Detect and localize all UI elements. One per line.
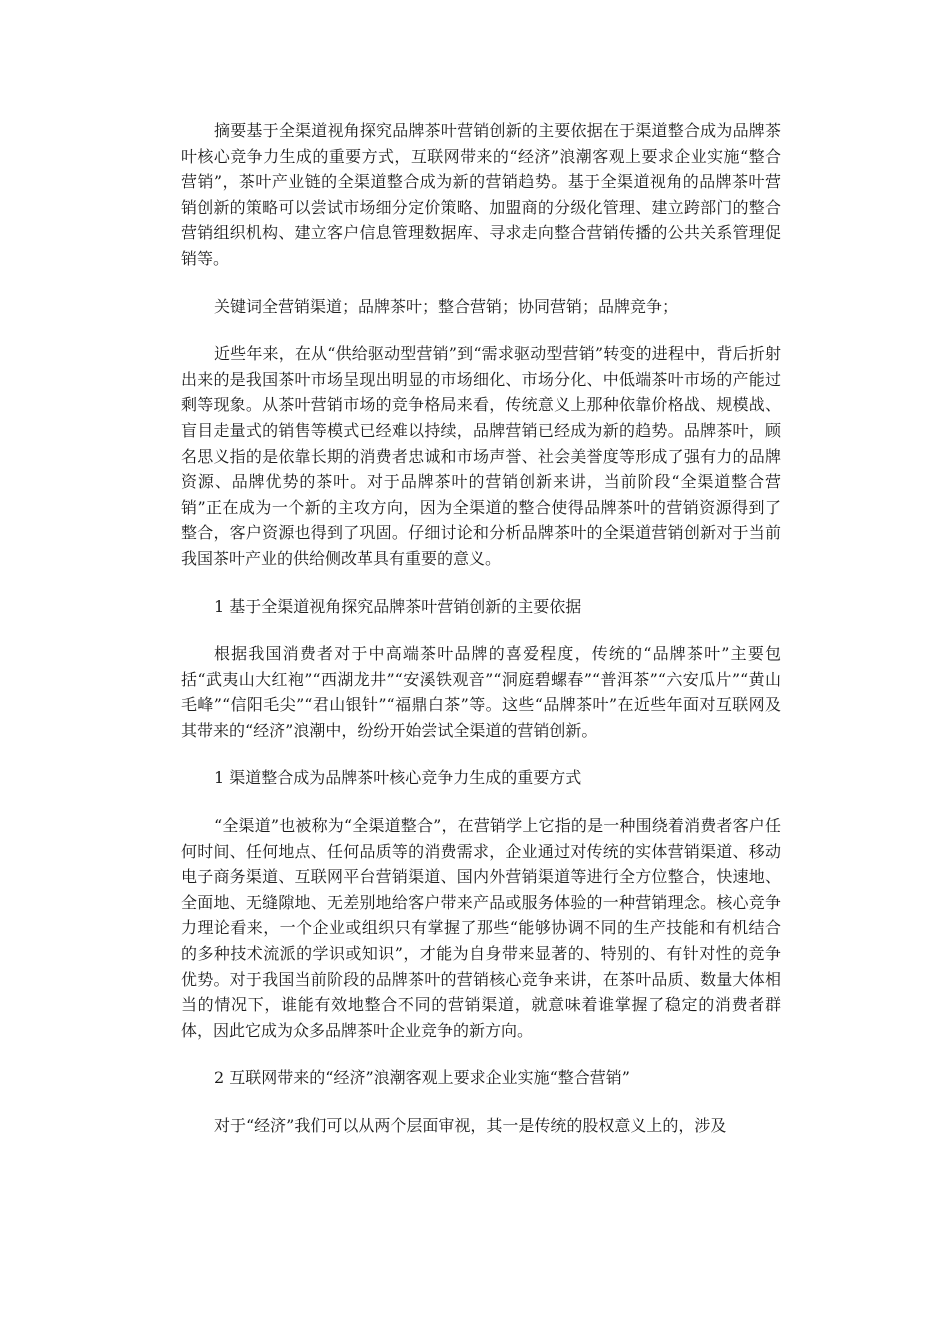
- section-2-paragraph: “全渠道”也被称为“全渠道整合”，在营销学上它指的是一种围绕着消费者客户任何时间、任何地点、任何品质等的消费需求，企业通过对传统的实体营销渠道、移动电子商务渠道、互联网平台营销渠道、国内外营销渠道等进行全方位整合，快速地、全面地、无缝隙地、无差别地给客户带来产品或服务体验的一种营销理念。核心竞争力理论看来，一个企业或组织只有掌握了那些“能够协调不同的生产技能和有机结合的多种技术流派的学识或知识”，才能为自身带来显著的、特别的、有针对性的竞争优势。对于我国当前阶段的品牌茶叶的营销核心竞争来讲，在茶叶品质、数量大体相当的情况下，谁能有效地整合不同的营销渠道，就意味着谁掌握了稳定的消费者群体，因此它成为众多品牌茶叶企业竞争的新方向。: [181, 816, 781, 1040]
- section-3-paragraph: 对于“经济”我们可以从两个层面审视，其一是传统的股权意义上的，涉及: [214, 1116, 727, 1135]
- intro-paragraph: 近些年来，在从“供给驱动型营销”到“需求驱动型营销”转变的进程中，背后折射出来的是我国茶叶市场呈现出明显的市场细化、市场分化、中低端茶叶市场的产能过剩等现象。从茶叶营销市场的竞争格局来看，传统意义上那种依靠价格战、规模战、盲目走量式的销售等模式已经难以持续，品牌营销已经成为新的趋势。品牌茶叶，顾名思义指的是依靠长期的消费者忠诚和市场声誉、社会美誉度等形成了强有力的品牌资源、品牌优势的茶叶。对于品牌茶叶的营销创新来讲，当前阶段“全渠道整合营销”正在成为一个新的主攻方向，因为全渠道的整合使得品牌茶叶的营销资源得到了整合，客户资源也得到了巩固。仔细讨论和分析品牌茶叶的全渠道营销创新对于当前我国茶叶产业的供给侧改革具有重要的意义。: [181, 344, 781, 568]
- section-heading-2: 1 渠道整合成为品牌茶叶核心竞争力生成的重要方式: [214, 768, 582, 788]
- document-page: [181, 118, 781, 1139]
- section-heading-1: 1 基于全渠道视角探究品牌茶叶营销创新的主要依据: [214, 596, 582, 616]
- section-heading-3: 2 互联网带来的“经济”浪潮客观上要求企业实施“整合营销”: [214, 1068, 630, 1088]
- abstract-paragraph: 摘要基于全渠道视角探究品牌茶叶营销创新的主要依据在于渠道整合成为品牌茶叶核心竞争力生成的重要方式，互联网带来的“经济”浪潮客观上要求企业实施“整合营销”，茶叶产业链的全渠道整合成为新的营销趋势。基于全渠道视角的品牌茶叶营销创新的策略可以尝试市场细分定价策略、加盟商的分级化管理、建立跨部门的整合营销组织机构、建立客户信息管理数据库、寻求走向整合营销传播的公共关系管理促销等。: [181, 121, 781, 268]
- section-1-paragraph: 根据我国消费者对于中高端茶叶品牌的喜爱程度，传统的“品牌茶叶”主要包括“武夷山大红袍”“西湖龙井”“安溪铁观音”“洞庭碧螺春”“普洱茶”“六安瓜片”“黄山毛峰”“信阳毛尖”“君山银针”“福鼎白茶”等。这些“品牌茶叶”在近些年面对互联网及其带来的“经济”浪潮中，纷纷开始尝试全渠道的营销创新。: [181, 644, 781, 740]
- keywords-paragraph: 关键词全营销渠道；品牌茶叶；整合营销；协同营销；品牌竞争；: [214, 296, 679, 316]
